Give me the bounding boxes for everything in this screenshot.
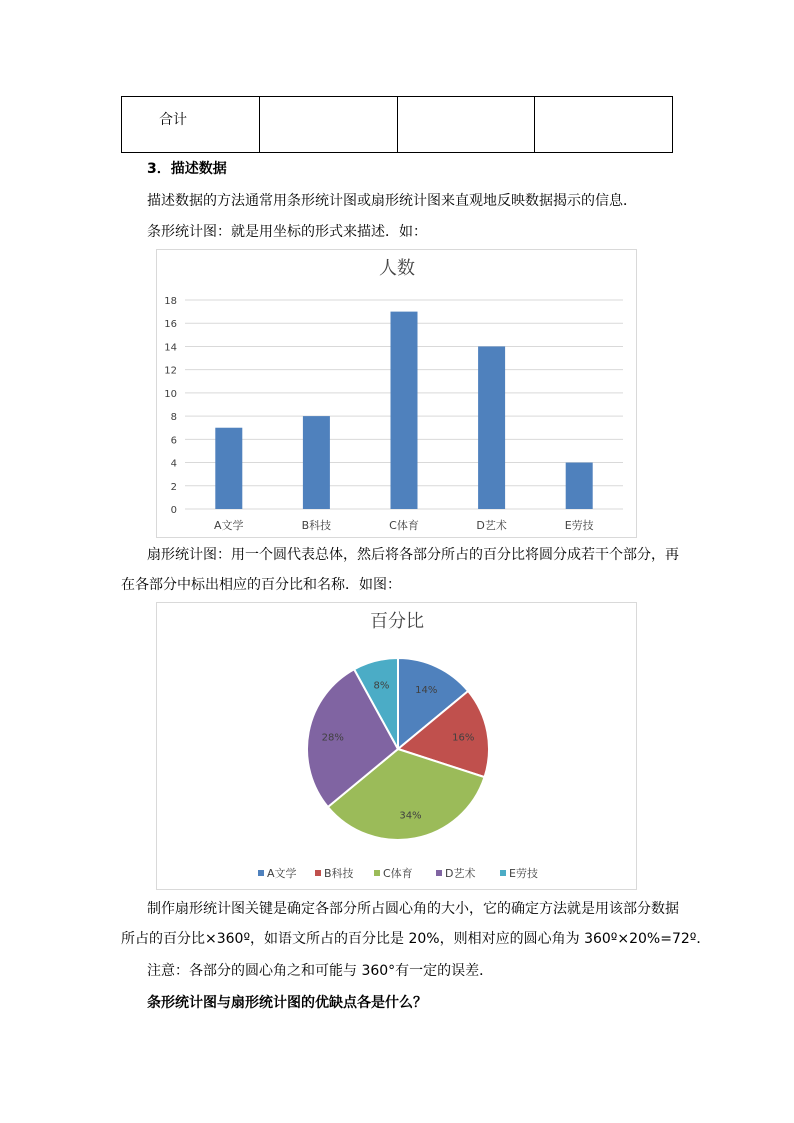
x-tick-label: D艺术	[476, 519, 507, 532]
x-tick-label: B科技	[301, 519, 332, 532]
bar	[215, 428, 242, 509]
legend-label: E劳技	[509, 867, 538, 880]
y-tick-label: 14	[164, 342, 177, 354]
y-tick-label: 16	[164, 319, 177, 331]
y-tick-label: 4	[170, 458, 177, 470]
paragraph-4-line-1: 制作扇形统计图关键是确定各部分所占圆心角的大小，它的确定方法就是用该部分数据	[147, 901, 679, 917]
legend-label: B科技	[324, 867, 354, 880]
legend-label: A文学	[267, 867, 297, 880]
pie-chart	[156, 602, 637, 890]
paragraph-1: 描述数据的方法通常用条形统计图或扇形统计图来直观地反映数据揭示的信息．	[147, 193, 637, 209]
x-tick-label: A文学	[214, 519, 244, 532]
question: 条形统计图与扇形统计图的优缺点各是什么？	[147, 995, 427, 1011]
slice-label: 28%	[321, 732, 344, 744]
bar-chart	[156, 249, 637, 538]
y-tick-label: 8	[170, 412, 177, 424]
bar-chart-svg	[157, 250, 636, 537]
legend-swatch	[436, 870, 442, 876]
section-title: 3．描述数据	[147, 161, 227, 177]
slice-label: 8%	[373, 680, 390, 692]
bar	[478, 346, 505, 509]
y-tick-label: 6	[170, 435, 177, 447]
bar	[566, 463, 593, 509]
legend-swatch	[258, 870, 264, 876]
bar	[391, 312, 418, 509]
bar-chart-title: 人数	[379, 258, 415, 279]
table-cell	[260, 97, 398, 152]
paragraph-3-line-2: 在各部分中标出相应的百分比和名称．如图：	[121, 577, 401, 593]
paragraph-3-line-1: 扇形统计图：用一个圆代表总体，然后将各部分所占的百分比将圆分成若干个部分，再	[147, 547, 679, 563]
table-cell-total	[122, 97, 260, 152]
slice-label: 16%	[452, 732, 475, 744]
paragraph-5: 注意：各部分的圆心角之和可能与 360°有一定的误差．	[147, 963, 494, 979]
legend-swatch	[500, 870, 506, 876]
summary-table	[121, 96, 673, 153]
x-tick-label: E劳技	[564, 519, 594, 532]
paragraph-2: 条形统计图：就是用坐标的形式来描述．如：	[147, 224, 427, 240]
y-tick-label: 18	[164, 296, 177, 307]
bar	[303, 416, 330, 509]
x-tick-label: C体育	[389, 519, 419, 532]
slice-label: 14%	[415, 684, 438, 696]
legend-swatch	[315, 870, 321, 876]
legend-swatch	[374, 870, 380, 876]
table-cell	[535, 97, 672, 152]
slice-label: 34%	[399, 810, 422, 822]
pie-chart-title: 百分比	[370, 611, 424, 632]
y-tick-label: 0	[170, 505, 177, 516]
pie-chart-svg	[157, 603, 636, 889]
legend-label: C体育	[383, 867, 413, 880]
legend-label: D艺术	[445, 867, 476, 880]
y-tick-label: 2	[170, 481, 177, 493]
total-label: 合计	[159, 112, 187, 128]
paragraph-4-line-2: 所占的百分比×360º，如语文所占的百分比是 20%，则相对应的圆心角为 360º×20%=72º．	[121, 931, 711, 947]
y-tick-label: 12	[164, 365, 177, 377]
y-tick-label: 10	[164, 388, 177, 400]
table-cell	[398, 97, 536, 152]
